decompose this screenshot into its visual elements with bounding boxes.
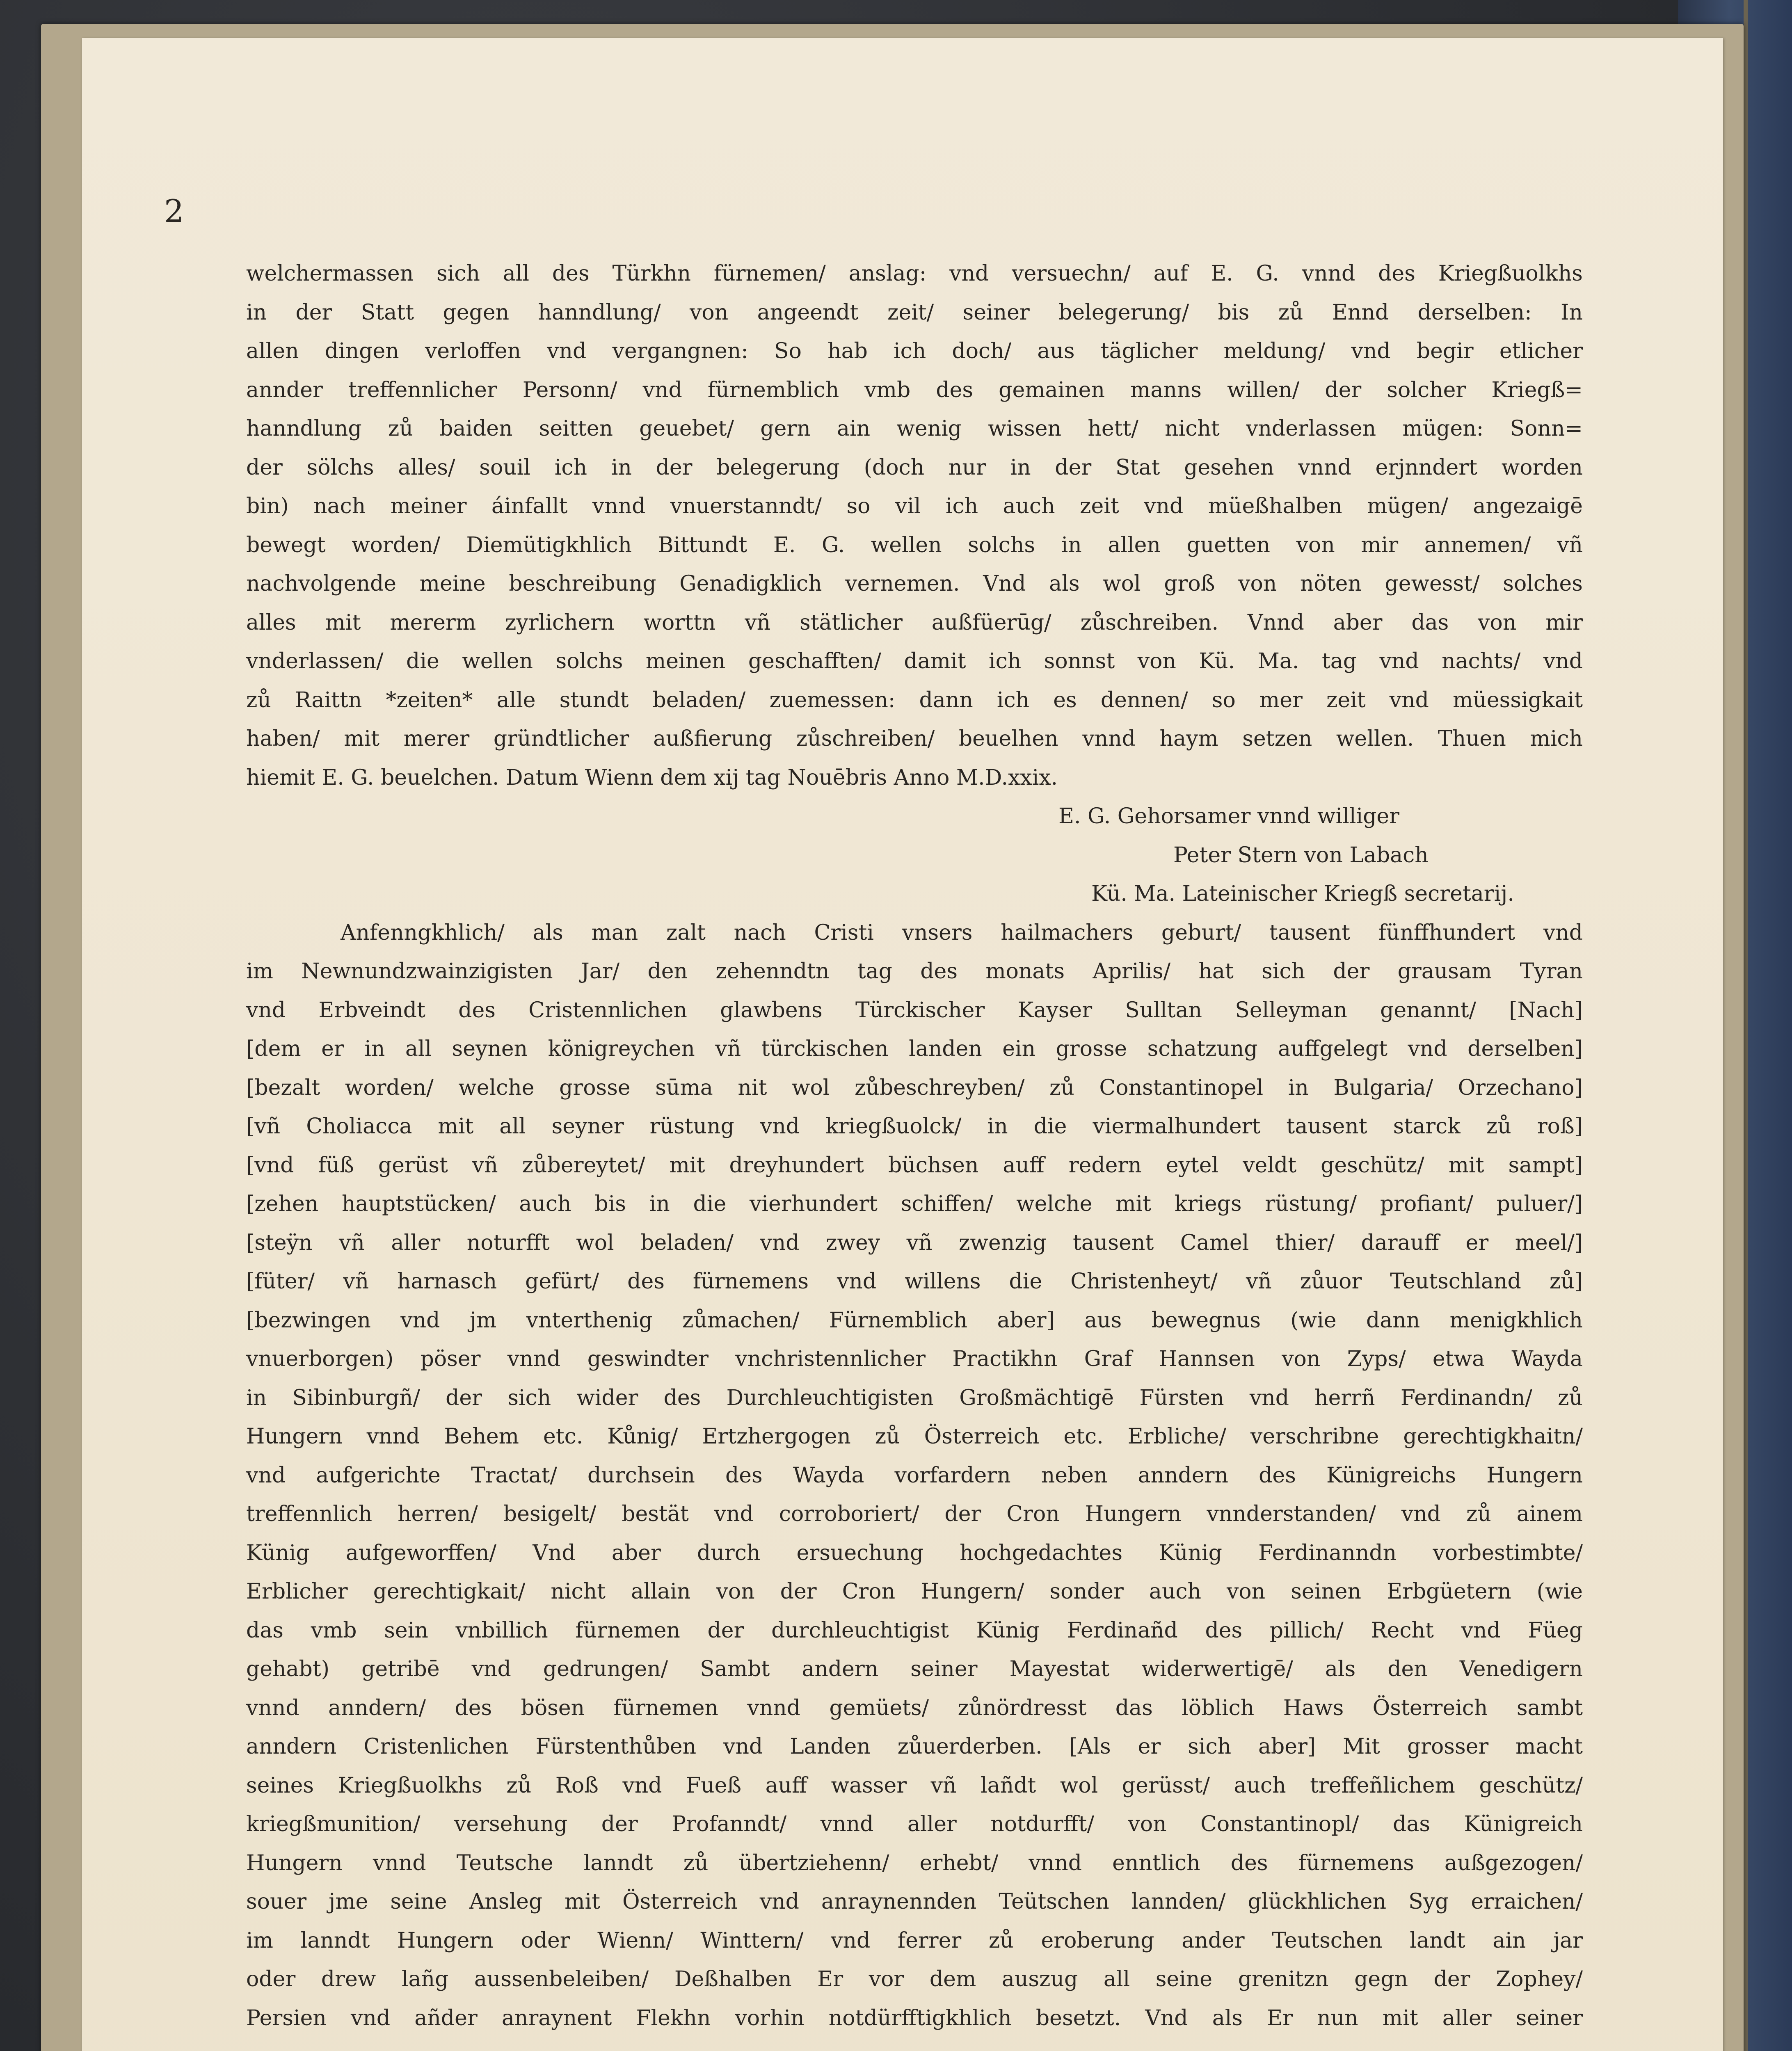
text-line: [bezwingen vnd jm vnterthenig zůmachen/ Fürnemblich aber] aus bewegnus (wie dann menigkhlich — [246, 1308, 1583, 1333]
text-line: [vnd füß gerüst vñ zůbereytet/ mit dreyhundert büchsen auff redern eytel veldt geschütz/ mit sampt] — [246, 1153, 1583, 1178]
text-line: allen dingen verloffen vnd vergangnen: So hab ich doch/ aus täglicher meldung/ vnd begir etlicher — [246, 339, 1583, 363]
text-line: haben/ mit merer gründtlicher außfierung zůschreiben/ beuelhen vnnd haym setzen wellen. Thuen mich — [246, 726, 1583, 751]
text-line: vnnd anndern/ des bösen fürnemen vnnd gemüets/ zůnördresst das löblich Haws Österreich sambt — [246, 1695, 1583, 1720]
text-line: nachvolgende meine beschreibung Genadigklich vernemen. Vnd als wol groß von nöten gewesst/ solches — [246, 571, 1583, 596]
text-line: im Newnundzwainzigisten Jar/ den zehenndtn tag des monats Aprilis/ hat sich der grausam Tyran — [246, 959, 1583, 984]
text-line: in Sibinburgñ/ der sich wider des Durchleuchtigisten Großmächtigē Fürsten vnd herrñ Ferdinandn/ zů — [246, 1385, 1583, 1410]
text-line: der sölchs alles/ souil ich in der belegerung (doch nur in der Stat gesehen vnnd erjnndert worden — [246, 455, 1583, 480]
text-line: vnd aufgerichte Tractat/ durchsein des Wayda vorfardern neben anndern des Künigreichs Hungern — [246, 1463, 1583, 1488]
paragraph-first-line: Anfenngkhlich/ als man zalt nach Cristi vnsers hailmachers geburt/ tausent fünffhundert vnd — [341, 920, 1583, 945]
signature-line-3: Kü. Ma. Lateinischer Kriegß secretarij. — [1091, 882, 1514, 906]
text-line: Persien vnd añder anraynent Flekhn vorhin notdürfftigkhlich besetzt. Vnd als Er nun mit aller seiner — [246, 2005, 1583, 2030]
text-line: das vmb sein vnbillich fürnemen der durchleuchtigist Künig Ferdinañd des pillich/ Recht vnd Füeg — [246, 1618, 1583, 1643]
text-line: gehabt) getribē vnd gedrungen/ Sambt andern seiner Mayestat widerwertigē/ als den Venedigern — [246, 1657, 1583, 1681]
text-line: kriegßmunition/ versehung der Profanndt/ vnnd aller notdurfft/ von Constantinopl/ das Künigreich — [246, 1812, 1583, 1836]
text-line: Hungern vnnd Behem etc. Kůnig/ Ertzhergogen zů Österreich etc. Erbliche/ verschribne gerechtigkhaitn/ — [246, 1424, 1583, 1449]
page-number: 2 — [164, 193, 184, 229]
text-line: vnd Erbveindt des Cristennlichen glawbens Türckischer Kayser Sulltan Selleyman genannt/ [Nach] — [246, 998, 1583, 1023]
text-line: [zehen hauptstücken/ auch bis in die vierhundert schiffen/ welche mit kriegs rüstung/ profiant/ puluer/] — [246, 1192, 1583, 1216]
text-line: hanndlung zů baiden seitten geuebet/ gern ain wenig wissen hett/ nicht vnderlassen mügen: Sonn= — [246, 416, 1583, 441]
binding-edge — [1744, 0, 1748, 2051]
text-line: anndern Cristenlichen Fürstenthůben vnd Landen zůuerderben. [Als er sich aber] Mit grosser macht — [246, 1734, 1583, 1759]
text-line: in der Statt gegen hanndlung/ von angeendt zeit/ seiner belegerung/ bis zů Ennd derselben: In — [246, 300, 1583, 325]
text-line: treffennlich herren/ besigelt/ bestät vnd corroboriert/ der Cron Hungern vnnderstanden/ vnd zů ainem — [246, 1502, 1583, 1526]
text-line: vnuerborgen) pöser vnnd geswindter vnchristennlicher Practikhn Graf Hannsen von Zyps/ etwa Wayda — [246, 1347, 1583, 1371]
text-line: Künig aufgeworffen/ Vnd aber durch ersuechung hochgedachtes Künig Ferdinanndn vorbestimbte/ — [246, 1540, 1583, 1565]
text-line: annder treffennlicher Personn/ vnd fürnemblich vmb des gemainen manns willen/ der solcher Kriegß= — [246, 377, 1583, 402]
text-line: bin) nach meiner áinfallt vnnd vnuerstanndt/ so vil ich auch zeit vnd müeßhalben mügen/ angezaigē — [246, 494, 1583, 518]
text-line: [vñ Choliacca mit all seyner rüstung vnd kriegßuolck/ in die viermalhundert tausent starck zů roß] — [246, 1114, 1583, 1139]
text-line: [füter/ vñ harnasch gefürt/ des fürnemens vnd willens die Christenheyt/ vñ zůuor Teutschland zů] — [246, 1269, 1583, 1294]
text-line: souer jme seine Ansleg mit Österreich vnd anraynennden Teütschen lannden/ glückhlichen Syg erraichen/ — [246, 1889, 1583, 1914]
signature-line-2: Peter Stern von Labach — [1173, 843, 1429, 868]
text-line: [bezalt worden/ welche grosse sūma nit wol zůbeschreyben/ zů Constantinopel in Bulgaria/ Orzechano] — [246, 1075, 1583, 1100]
text-line: [dem er in all seynen königreychen vñ türckischen landen ein grosse schatzung auffgelegt vnd derselben] — [246, 1037, 1583, 1061]
text-line: oder drew lañg aussenbeleiben/ Deßhalben Er vor dem auszug all seine grenitzn gegn der Zophey/ — [246, 1967, 1583, 1992]
text-line: Hungern vnnd Teutsche lanndt zů übertziehenn/ erhebt/ vnnd enntlich des fürnemens außgezogen/ — [246, 1850, 1583, 1875]
body-text — [246, 254, 1583, 2037]
text-line: vnderlassen/ die wellen solchs meinen geschafften/ damit ich sonnst von Kü. Ma. tag vnd nachts/ vnd — [246, 649, 1583, 674]
text-line: [steÿn vñ aller noturfft wol beladen/ vnd zwey vñ zwenzig tausent Camel thier/ darauff er meel/] — [246, 1230, 1583, 1255]
text-line: bewegt worden/ Diemütigkhlich Bittundt E. G. wellen solchs in allen guetten von mir annemen/ vñ — [246, 532, 1583, 557]
closing-line: hiemit E. G. beuelchen. Datum Wienn dem xij tag Nouēbris Anno M.D.xxix. — [246, 765, 1058, 790]
text-line: alles mit mererm zyrlichern worttn vñ stätlicher außfüerūg/ zůschreiben. Vnnd aber das von mir — [246, 610, 1583, 635]
text-line: welchermassen sich all des Türkhn fürnemen/ anslag: vnd versuechn/ auf E. G. vnnd des Kriegßuolkhs — [246, 261, 1583, 286]
signature-line-1: E. G. Gehorsamer vnnd williger — [1058, 804, 1400, 829]
text-line: im lanndt Hungern oder Wienn/ Winttern/ vnd ferrer zů eroberung ander Teutschen landt ain jar — [246, 1928, 1583, 1953]
text-line: Erblicher gerechtigkait/ nicht allain von der Cron Hungern/ sonder auch von seinen Erbgüetern (wie — [246, 1579, 1583, 1604]
text-line: zů Raittn *zeiten* alle stundt beladen/ zuemessen: dann ich es dennen/ so mer zeit vnd müessigkait — [246, 687, 1583, 713]
text-line: seines Kriegßuolkhs zů Roß vnd Fueß auff wasser vñ lañdt wol gerüsst/ auch treffeñlichem geschütz/ — [246, 1773, 1583, 1798]
